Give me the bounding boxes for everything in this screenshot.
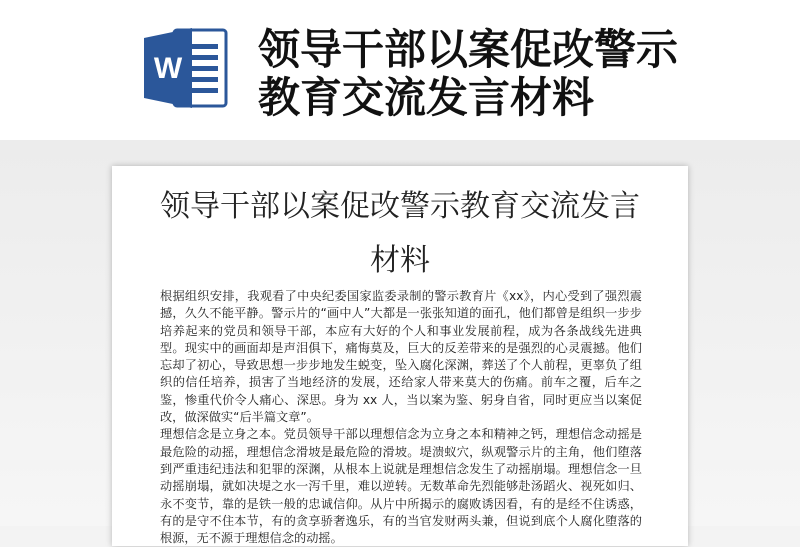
document-page: [112, 166, 688, 546]
banner-title: 领导干部以案促改警示教育交流发言材料: [258, 25, 679, 122]
header-banner: [0, 0, 800, 140]
word-document-icon: [140, 22, 232, 114]
document-title: 领导干部以案促改警示教育交流发言材料: [160, 189, 640, 278]
document-body: [160, 288, 642, 547]
paragraph: 根据组织安排，我观看了中央纪委国家监委录制的警示教育片《xx》，内心受到了强烈震撼，久久不能平静。警示片的“画中人”大都是一张张知道的面孔，他们都曾是组织一步步培养起来的党员和领导干部，本应有大好的个人和事业发展前程，成为各条战线先进典型。现实中的画面却是声泪俱下，痛悔莫及，巨大的反差带来的是强烈的心灵震撼。他们忘却了初心，导致思想一步步地发生蜕变，坠入腐化深渊，葬送了个人前程，更辜负了组织的信任培养，损害了当地经济的发展，还给家人带来莫大的伤痛。前车之覆，后车之鉴，惨重代价令人痛心、深思。身为 xx 人，当以案为鉴、躬身自省，同时更应当以案促改，做深做实“后半篇文章”。: [160, 289, 642, 425]
paragraph: 理想信念是立身之本。党员领导干部以理想信念为立身之本和精神之钙，理想信念动摇是最危险的动摇，理想信念滑坡是最危险的滑坡。堤溃蚁穴，纵观警示片的主角，他们堕落到严重违纪违法和犯罪的深渊，从根本上说就是理想信念发生了动摇崩塌。理想信念一旦动摇崩塌，就如决堤之水一泻千里，难以逆转。无数革命先烈能够赴汤蹈火、视死如归、永不变节，靠的是铁一般的忠诚信仰。从片中所揭示的腐败诱因看，有的是经不住诱惑，有的是守不住本节，有的贪享骄奢逸乐，有的当官发财两头兼，但说到底个人腐化堕落的根源，无不源于理想信念的动摇。: [160, 427, 642, 546]
word-logo-letter: W: [153, 52, 183, 85]
